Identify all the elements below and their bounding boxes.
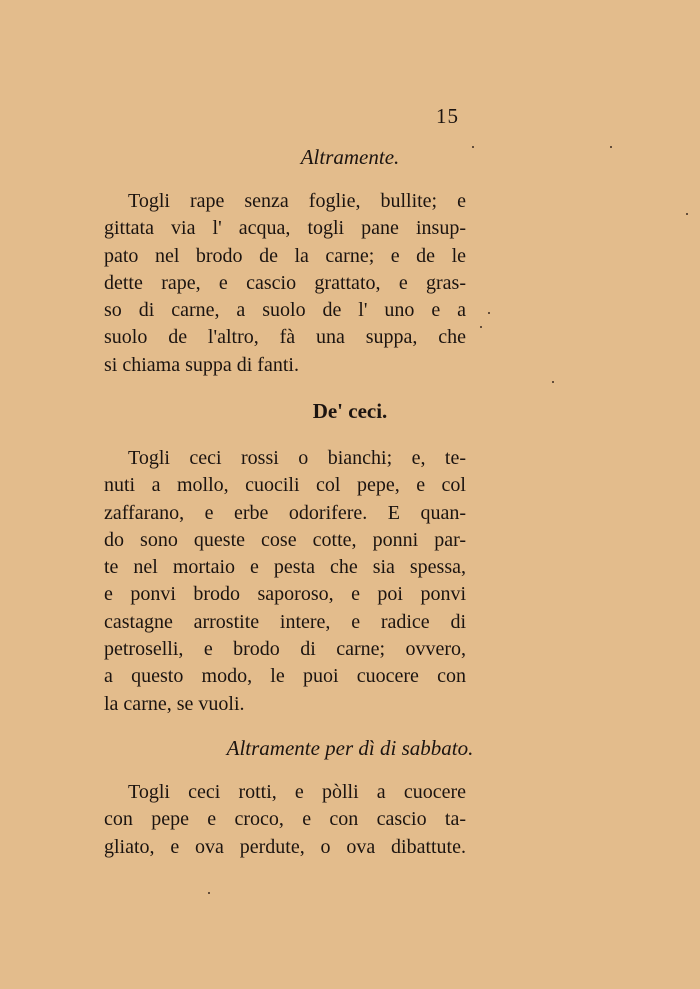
page-number: 15	[436, 104, 459, 128]
section-heading: Altramente.	[300, 145, 400, 169]
text-line: Togli rape senza foglie, bullite; e	[128, 190, 466, 212]
text-line: suolo de l'altro, fà una suppa, che	[104, 326, 466, 349]
text-line: do sono queste cose cotte, ponni par-	[104, 528, 466, 551]
text-line: a questo modo, le puoi cuocere con	[104, 665, 466, 688]
section-paragraph	[104, 188, 466, 379]
text-line: Togli ceci rotti, e pòlli a cuocere	[128, 781, 466, 803]
paper-speck	[552, 381, 554, 383]
text-line: la carne, se vuoli.	[104, 692, 245, 715]
text-line: dette rape, e cascio grattato, e gras-	[104, 271, 466, 294]
text-line: gittata via l' acqua, togli pane insup-	[104, 217, 466, 240]
section-heading: De' ceci.	[312, 399, 388, 423]
paper-speck	[472, 146, 474, 148]
text-line: so di carne, a suolo de l' uno e a	[104, 299, 466, 322]
text-line: con pepe e croco, e con cascio ta-	[104, 808, 466, 831]
paper-speck	[610, 146, 612, 148]
text-line: Togli ceci rossi o bianchi; e, te-	[128, 447, 466, 469]
text-line: zaffarano, e erbe odorifere. E quan-	[104, 501, 466, 524]
text-line: pato nel brodo de la carne; e de le	[104, 244, 466, 267]
paper-speck	[208, 892, 210, 894]
paper-speck	[686, 213, 688, 215]
text-line: petroselli, e brodo di carne; ovvero,	[104, 638, 466, 661]
text-line: castagne arrostite intere, e radice di	[104, 610, 466, 633]
text-line: si chiama suppa di fanti.	[104, 353, 299, 376]
section-paragraph	[104, 779, 466, 861]
text-line: nuti a mollo, cuocili col pepe, e col	[104, 474, 466, 497]
section-paragraph	[104, 445, 466, 718]
paper-speck	[488, 312, 490, 314]
text-line: te nel mortaio e pesta che sia spessa,	[104, 556, 466, 579]
text-line: e ponvi brodo saporoso, e poi ponvi	[104, 583, 466, 606]
section-heading: Altramente per dì di sabbato.	[226, 736, 474, 760]
text-line: gliato, e ova perdute, o ova dibattute.	[104, 835, 466, 858]
paper-speck	[480, 326, 482, 328]
